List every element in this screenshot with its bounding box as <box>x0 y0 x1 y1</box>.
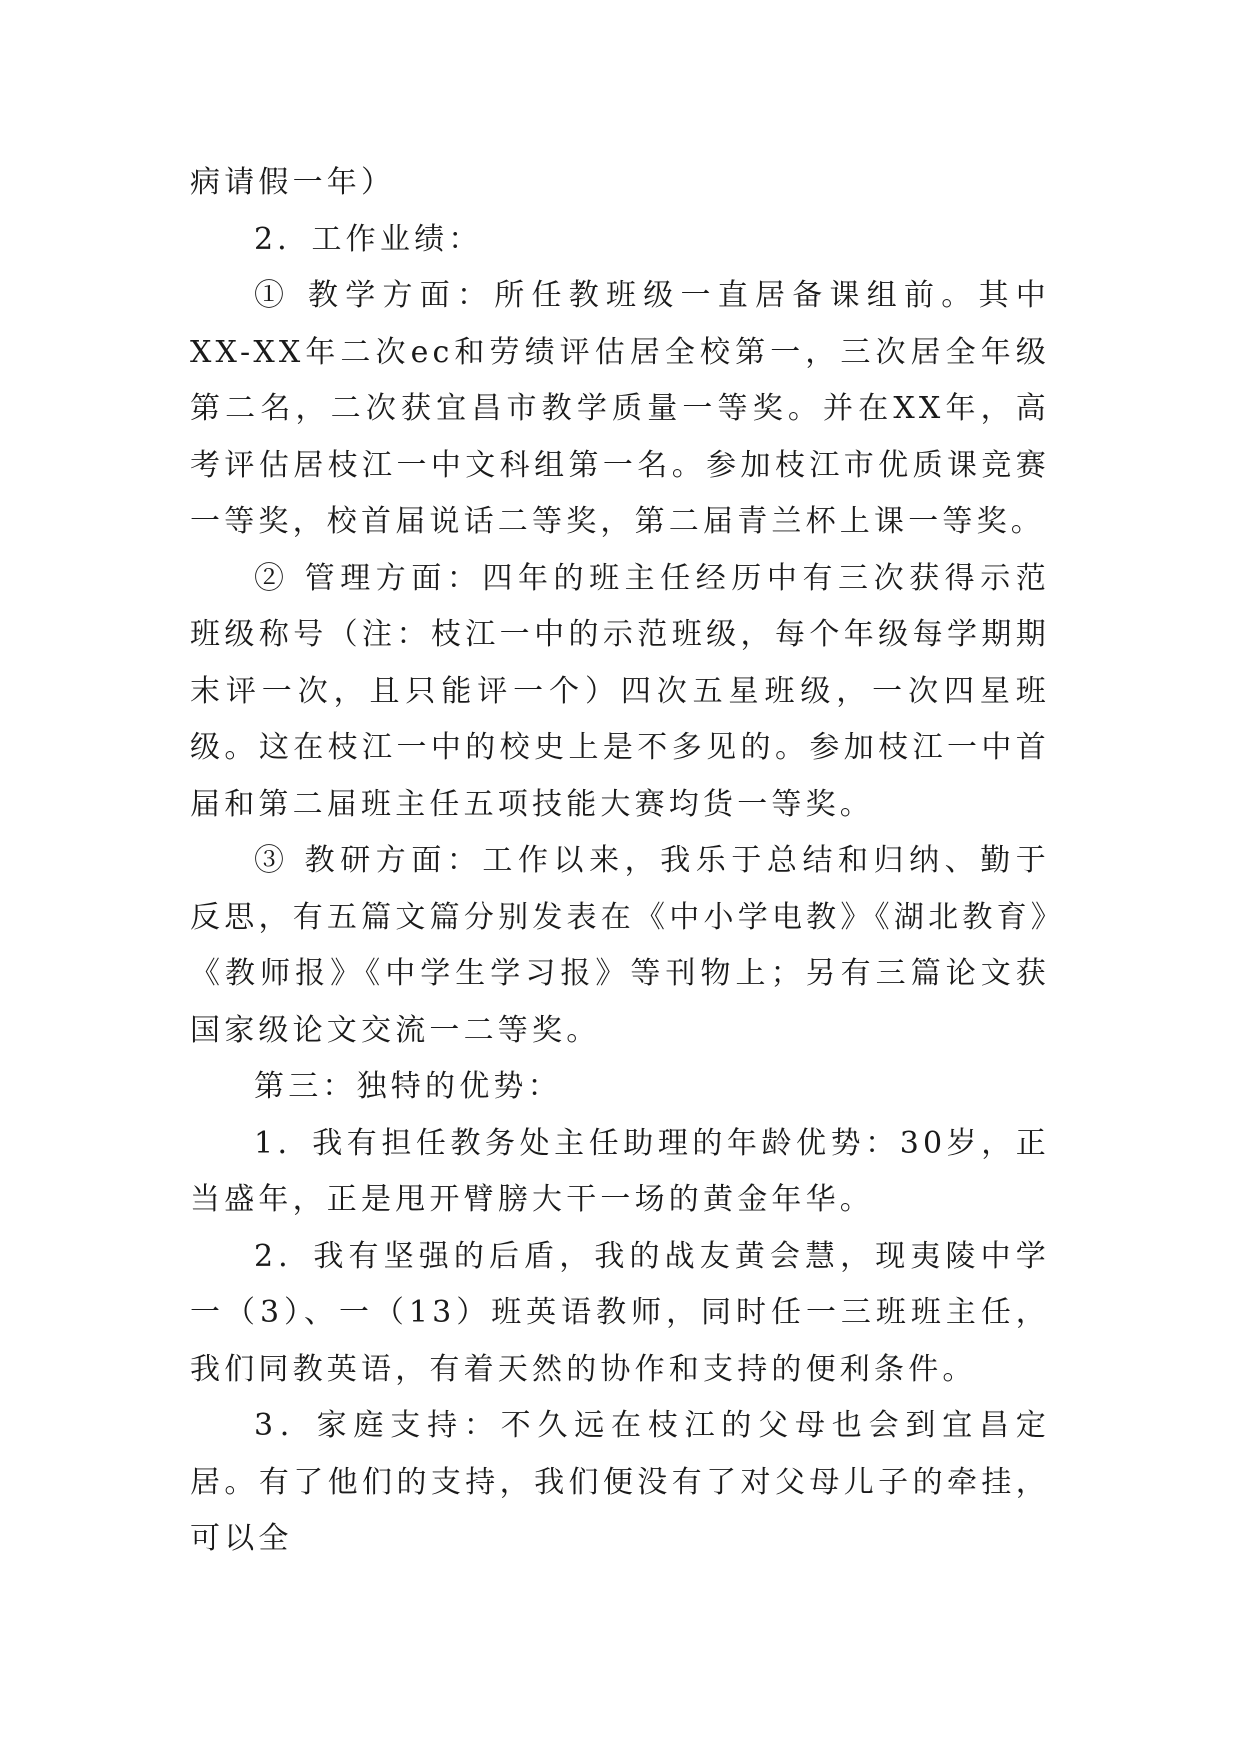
document-body <box>190 155 1050 1568</box>
paragraph-advantage-family: 3．家庭支持：不久远在枝江的父母也会到宜昌定居。有了他们的支持，我们便没有了对父母儿子的牵挂，可以全 <box>190 1408 1050 1556</box>
paragraph-management: ② 管理方面：四年的班主任经历中有三次获得示范班级称号（注：枝江一中的示范班级，每个年级每学期期末评一次，且只能评一个）四次五星班级，一次四星班级。这在枝江一中的校史上是不多见的。参加枝江一中首届和第二届班主任五项技能大赛均货一等奖。 <box>190 560 1050 822</box>
paragraph-work-achievements-heading: 2．工作业绩： <box>254 221 483 257</box>
paragraph-advantage-age: 1．我有担任教务处主任助理的年龄优势：30岁，正当盛年，正是甩开臂膀大干一场的黄金年华。 <box>190 1125 1050 1217</box>
paragraph-research: ③ 教研方面：工作以来，我乐于总结和归纳、勤于反思，有五篇文篇分别发表在《中小学电教》《湖北教育》《教师报》《中学生学习报》等刊物上；另有三篇论文获国家级论文交流一二等奖。 <box>190 843 1050 1048</box>
paragraph-continuation: 病请假一年） <box>190 165 396 200</box>
paragraph-teaching: ① 教学方面：所任教班级一直居备课组前。其中XX-XX年二次ec和劳绩评估居全校第一，三次居全年级第二名，二次获宜昌市教学质量一等奖。并在XX年，高考评估居枝江一中文科组第一名。参加枝江市优质课竞赛一等奖，校首届说话二等奖，第二届青兰杯上课一等奖。 <box>190 278 1050 539</box>
paragraph-advantages-heading: 第三：独特的优势： <box>254 1069 562 1104</box>
paragraph-advantage-support: 2．我有坚强的后盾，我的战友黄会慧，现夷陵中学一（3）、一（13）班英语教师，同时任一三班班主任，我们同教英语，有着天然的协作和支持的便利条件。 <box>190 1238 1050 1387</box>
